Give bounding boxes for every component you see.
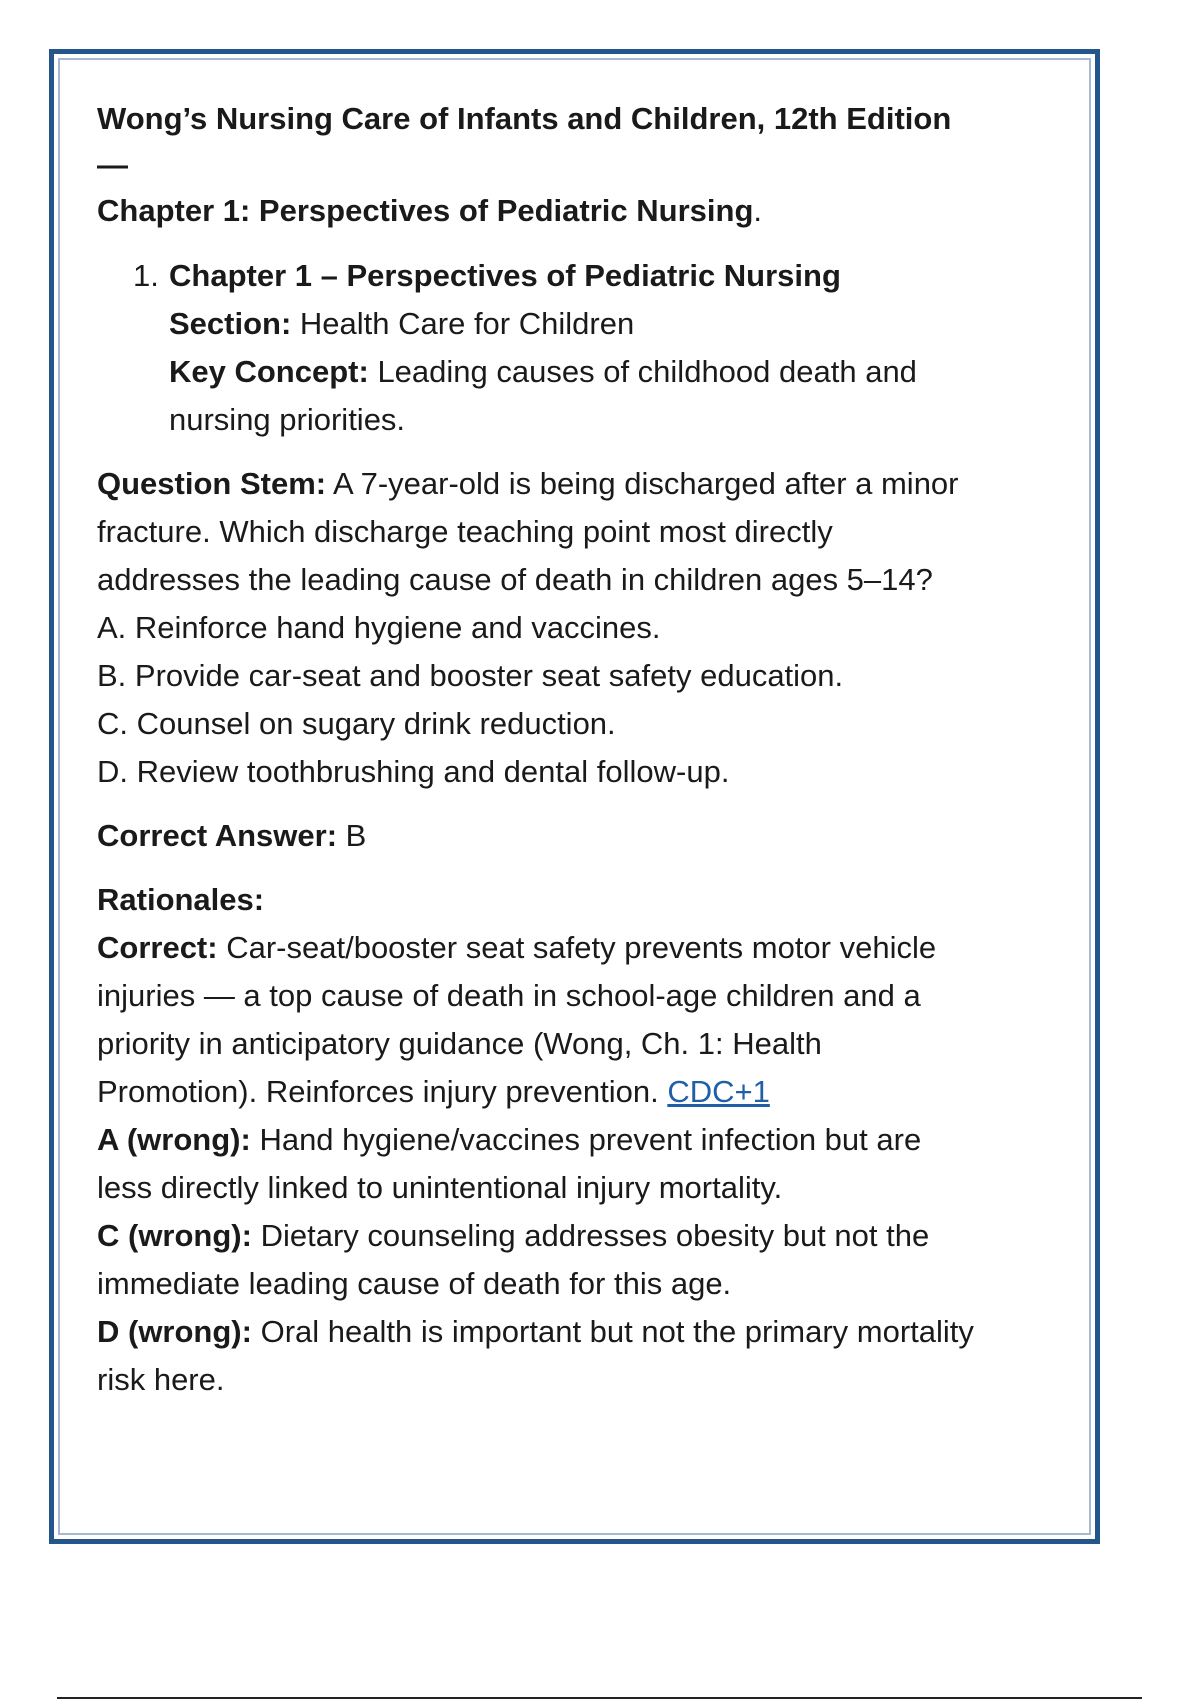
correct-answer-value: B [345, 818, 367, 853]
rationale-a-label: A (wrong): [97, 1122, 251, 1157]
correct-answer [97, 812, 977, 860]
rationale-d-text: Oral health is important but not the primary mortality risk here. [97, 1314, 974, 1397]
rationale-c-label: C (wrong): [97, 1218, 252, 1253]
key-concept-line [169, 348, 977, 444]
rationale-correct [97, 924, 977, 1116]
source-link[interactable]: CDC+1 [667, 1074, 770, 1109]
correct-answer-label: Correct Answer: [97, 818, 338, 853]
title-line-1: Wong’s Nursing Care of Infants and Children, 12th Edition — [97, 101, 952, 182]
rationale-a [97, 1116, 977, 1212]
rationale-d [97, 1308, 977, 1404]
title-line-2: Chapter 1: Perspectives of Pediatric Nursing [97, 193, 754, 228]
rationale-correct-label: Correct: [97, 930, 218, 965]
question-block [97, 460, 977, 796]
rationale-a-text: Hand hygiene/vaccines prevent infection but are less directly linked to unintentional injury mortality. [97, 1122, 922, 1205]
key-concept-label: Key Concept: [169, 354, 369, 389]
rationale-c [97, 1212, 977, 1308]
answer-option-d: D. Review toothbrushing and dental follow-up. [97, 754, 730, 789]
question-stem-label: Question Stem: [97, 466, 327, 501]
chapter-heading: Chapter 1 – Perspectives of Pediatric Nursing [169, 258, 841, 293]
answer-option-b: B. Provide car-seat and booster seat safety education. [97, 658, 844, 693]
question-stem-text: A 7-year-old is being discharged after a minor fracture. Which discharge teaching point most directly addresses the leading cause of death in children ages 5–14? [97, 466, 959, 597]
rationales-block [97, 876, 977, 1404]
key-concept-value: Leading causes of childhood death and nursing priorities. [169, 354, 917, 437]
rationales-heading: Rationales: [97, 882, 265, 917]
rationale-correct-text: Car-seat/booster seat safety prevents motor vehicle injuries — a top cause of death in school-age children and a priority in anticipatory guidance (Wong, Ch. 1: Health Promotion). Reinforces injury prevention. [97, 930, 937, 1109]
answer-option-c: C. Counsel on sugary drink reduction. [97, 706, 616, 741]
document-title [97, 96, 977, 234]
rationale-d-label: D (wrong): [97, 1314, 252, 1349]
chapter-item [97, 252, 977, 444]
section-label: Section: [169, 306, 292, 341]
section-value: Health Care for Children [299, 306, 635, 341]
document-content [97, 96, 977, 1404]
chapter-list [97, 252, 977, 444]
bottom-rule [57, 1697, 1142, 1699]
section-line [169, 300, 977, 348]
chapter-item-number: 1. [133, 258, 159, 293]
title-period: . [753, 193, 762, 228]
answer-option-a: A. Reinforce hand hygiene and vaccines. [97, 610, 661, 645]
question-stem [97, 460, 977, 604]
rationale-c-text: Dietary counseling addresses obesity but not the immediate leading cause of death for this age. [97, 1218, 930, 1301]
